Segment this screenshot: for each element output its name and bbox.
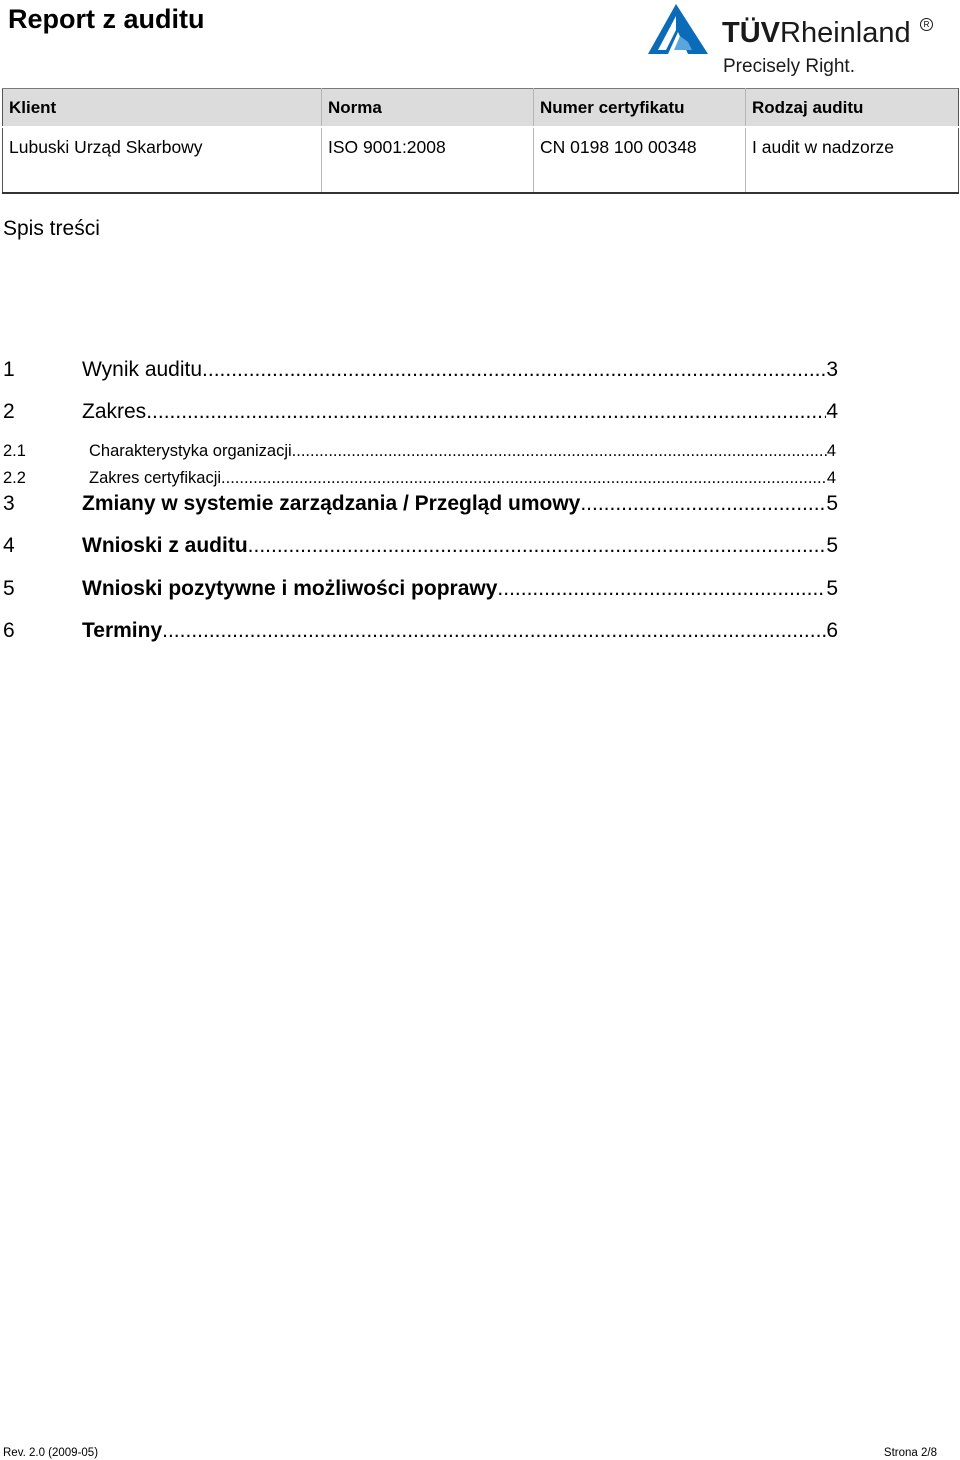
toc-entry-number: 2 xyxy=(3,400,15,423)
header-klient: Klient xyxy=(3,89,322,128)
toc-entry-number: 2.2 xyxy=(3,469,26,487)
toc-entry-number: 4 xyxy=(3,534,15,557)
header-norma: Norma xyxy=(322,89,534,128)
toc-entry-label: Zakres certyfikacji xyxy=(89,469,222,487)
logo-tagline: Precisely Right. xyxy=(723,56,855,77)
value-norma: ISO 9001:2008 xyxy=(322,127,534,193)
toc-entry-page: 4 xyxy=(826,469,836,487)
toc-entry-label: Wnioski pozytywne i możliwości poprawy xyxy=(82,577,498,600)
toc-entry-page: 5 xyxy=(826,534,838,557)
value-rodzaj-auditu: I audit w nadzorze xyxy=(746,127,959,193)
toc-heading: Spis treści xyxy=(3,217,100,240)
toc-entry[interactable] xyxy=(3,617,838,645)
logo-brand-bold: TÜV xyxy=(722,17,780,49)
header-rodzaj-auditu: Rodzaj auditu xyxy=(746,89,959,128)
toc-entry-page: 3 xyxy=(826,358,838,381)
footer-revision: Rev. 2.0 (2009-05) xyxy=(3,1447,99,1459)
tuv-rheinland-logo xyxy=(648,2,938,80)
toc-entry[interactable] xyxy=(3,398,838,426)
toc-entry-label: Zmiany w systemie zarządzania / Przegląd umowy xyxy=(82,492,581,515)
tuv-triangle-logo-icon xyxy=(648,2,712,58)
value-klient: Lubuski Urząd Skarbowy xyxy=(3,127,322,193)
toc-dot-leader xyxy=(580,490,826,518)
toc-entry[interactable] xyxy=(3,575,838,603)
toc-entry-number: 2.1 xyxy=(3,442,26,460)
toc-entry-page: 5 xyxy=(826,577,838,600)
value-numer-certyfikatu: CN 0198 100 00348 xyxy=(534,127,746,193)
toc-dot-leader xyxy=(162,617,826,645)
toc-dot-leader xyxy=(202,356,826,384)
toc-dot-leader xyxy=(292,440,827,462)
registered-mark-icon: R xyxy=(920,18,933,31)
toc-entry-label: Wnioski z auditu xyxy=(82,534,248,557)
toc-entry-label: Charakterystyka organizacji xyxy=(89,442,292,460)
report-title: Report z auditu xyxy=(8,4,205,34)
toc-dot-leader xyxy=(221,467,827,489)
toc-entry-page: 4 xyxy=(826,400,838,423)
toc-entry[interactable] xyxy=(3,490,838,518)
toc-entry-number: 5 xyxy=(3,577,15,600)
audit-info-value-row xyxy=(3,127,959,193)
header-numer-certyfikatu: Numer certyfikatu xyxy=(534,89,746,128)
toc-dot-leader xyxy=(248,532,827,560)
logo-brand-rest: Rheinland xyxy=(780,17,911,49)
toc-entry[interactable] xyxy=(3,532,838,560)
toc-entry-label: Wynik auditu xyxy=(82,358,203,381)
logo-brand-text xyxy=(722,16,911,50)
footer-page-number: Strona 2/8 xyxy=(883,1447,937,1459)
toc-entry-label: Zakres xyxy=(82,400,147,423)
toc-dot-leader xyxy=(146,398,826,426)
toc-subentry[interactable] xyxy=(3,467,838,489)
toc-entry[interactable] xyxy=(3,356,838,384)
toc-entry-number: 6 xyxy=(3,619,15,642)
toc-entry-page: 4 xyxy=(826,442,836,460)
toc-entry-number: 1 xyxy=(3,358,15,381)
toc-entry-page: 5 xyxy=(826,492,838,515)
toc-entry-label: Terminy xyxy=(82,619,163,642)
audit-info-table xyxy=(2,88,959,194)
toc-dot-leader xyxy=(497,575,826,603)
audit-info-header-row xyxy=(3,89,959,128)
toc-entry-page: 6 xyxy=(826,619,838,642)
toc-subentry[interactable] xyxy=(3,440,838,462)
toc-entry-number: 3 xyxy=(3,492,15,515)
